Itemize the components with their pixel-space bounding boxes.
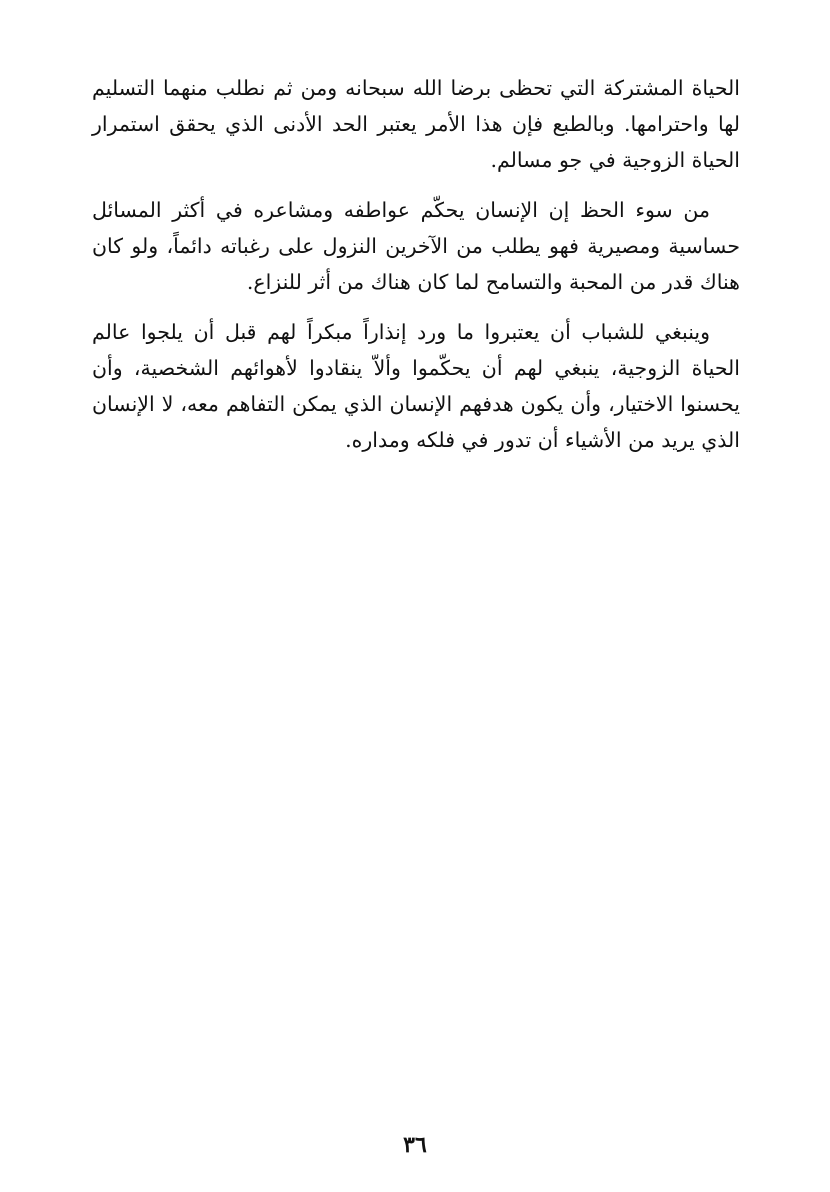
paragraph-3: وينبغي للشباب أن يعتبروا ما ورد إنذاراً مبكراً لهم قبل أن يلجوا عالم الحياة الزوجية، ينبغي لهم أن يحكّموا وألاّ ينقادوا لأهوائهم الشخصية، وأن يحسنوا الاختيار، وأن يكون هدفهم الإنسان الذي يمكن التفاهم معه، لا الإنسان الذي يريد من الأشياء أن تدور في فلكه ومداره. — [92, 320, 740, 452]
paragraph-1: الحياة المشتركة التي تحظى برضا الله سبحانه ومن ثم نطلب منهما التسليم لها واحترامها. وبالطبع فإن هذا الأمر يعتبر الحد الأدنى الذي يحقق استمرار الحياة الزوجية في جو مسالم. — [92, 76, 740, 172]
paragraph-2: من سوء الحظ إن الإنسان يحكّم عواطفه ومشاعره في أكثر المسائل حساسية ومصيرية فهو يطلب من الآخرين النزول على رغباته دائماً، ولو كان هناك قدر من المحبة والتسامح لما كان هناك من أثر للنزاع. — [92, 198, 740, 294]
body-text — [92, 70, 740, 472]
page-number: ٣٦ — [403, 1132, 427, 1158]
